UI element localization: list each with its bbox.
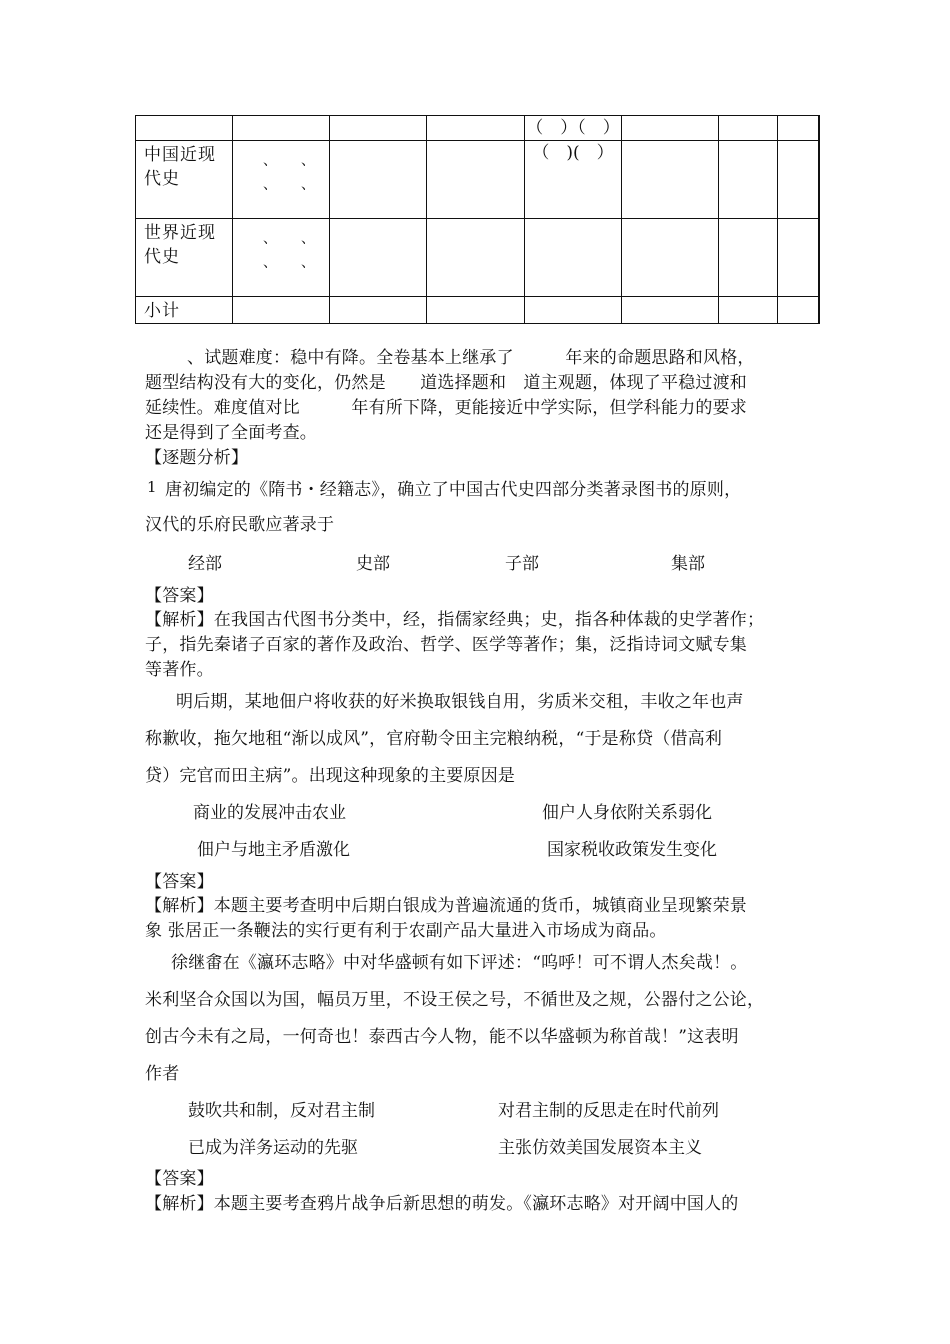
table-row (136, 116, 820, 141)
question-number: 1 (147, 478, 157, 496)
choice-d: 主张仿效美国发展资本主义 (498, 1138, 702, 1158)
question-text: 称歉收，拖欠地租“渐以成风”，官府勒令田主完粮纳税，“于是称贷（借高利 (145, 729, 723, 749)
choice-b: 佃户人身依附关系弱化 (542, 803, 712, 823)
explanation-text: 【解析】本题主要考查鸦片战争后新思想的萌发。《瀛环志略》对开阔中国人的 (145, 1194, 739, 1214)
section-heading: 【逐题分析】 (145, 448, 249, 468)
explanation-text: 【解析】在我国古代图书分类中，经，指儒家经典；史，指各种体裁的史学著作； (145, 610, 765, 630)
table-row (136, 297, 820, 324)
difficulty-line: 还是得到了全面考查。 (145, 423, 317, 443)
explanation-text: 子，指先秦诸子百家的著作及政治、哲学、医学等著作；集，泛指诗词文赋专集 (145, 635, 747, 655)
choice-c: 子部 (505, 554, 539, 574)
row-label-modern-world: 世界近现 代史 (144, 223, 216, 267)
choice-b: 史部 (356, 554, 390, 574)
choice-a: 鼓吹共和制，反对君主制 (188, 1101, 375, 1121)
table-cell-paren: （ )( ） (525, 141, 622, 219)
choice-c: 佃户与地主矛盾激化 (197, 840, 350, 860)
question-text: 作者 (145, 1064, 180, 1084)
question-text: 唐初编定的《隋书・经籍志》，确立了中国古代史四部分类著录图书的原则， (165, 480, 742, 500)
choice-d: 集部 (671, 554, 705, 574)
enumeration-marks: 、 、 、 、 (263, 153, 315, 193)
table-row (136, 141, 820, 219)
difficulty-line: 题型结构没有大的变化，仍然是 道选择题和 道主观题，体现了平稳过渡和 (145, 373, 747, 393)
choice-a: 经部 (188, 554, 222, 574)
question-text: 创古今未有之局，一何奇也！泰西古今人物，能不以华盛顿为称首哉！”这表明 (145, 1027, 739, 1047)
row-label-subtotal: 小计 (144, 301, 180, 321)
score-table (135, 115, 820, 324)
table-cell-paren: （ ）（ ） (525, 116, 622, 141)
choice-c: 已成为洋务运动的先驱 (188, 1138, 358, 1158)
difficulty-line: 、试题难度：稳中有降。全卷基本上继承了 年来的命题思路和风格， (187, 348, 755, 368)
question-text: 米利坚合众国以为国，幅员万里，不设王侯之号，不循世及之规，公器付之公论， (145, 990, 765, 1010)
enumeration-marks: 、 、 、 、 (263, 231, 315, 271)
table-row (136, 219, 820, 297)
question-text: 明后期，某地佃户将收获的好米换取银钱自用，劣质米交租，丰收之年也声 (176, 692, 744, 712)
difficulty-line: 延续性。难度值对比 年有所下降，更能接近中学实际，但学科能力的要求 (145, 398, 747, 418)
explanation-text: 【解析】本题主要考查明中后期白银成为普遍流通的货币，城镇商业呈现繁荣景 (145, 896, 747, 916)
choice-a: 商业的发展冲击农业 (193, 803, 346, 823)
explanation-text: 等著作。 (145, 660, 214, 680)
question-text: 汉代的乐府民歌应著录于 (145, 515, 335, 535)
question-text: 贷）完官而田主病”。出现这种现象的主要原因是 (145, 766, 516, 786)
row-label-modern-china: 中国近现 代史 (144, 145, 216, 189)
choice-b: 对君主制的反思走在时代前列 (498, 1101, 719, 1121)
answer-label: 【答案】 (145, 586, 214, 606)
explanation-text: 象 张居正一条鞭法的实行更有利于农副产品大量进入市场成为商品。 (145, 921, 667, 941)
answer-label: 【答案】 (145, 872, 214, 892)
question-text: 徐继畬在《瀛环志略》中对华盛顿有如下评述：“呜呼！可不谓人杰矣哉！。 (171, 953, 748, 973)
answer-label: 【答案】 (145, 1169, 214, 1189)
choice-d: 国家税收政策发生变化 (547, 840, 717, 860)
